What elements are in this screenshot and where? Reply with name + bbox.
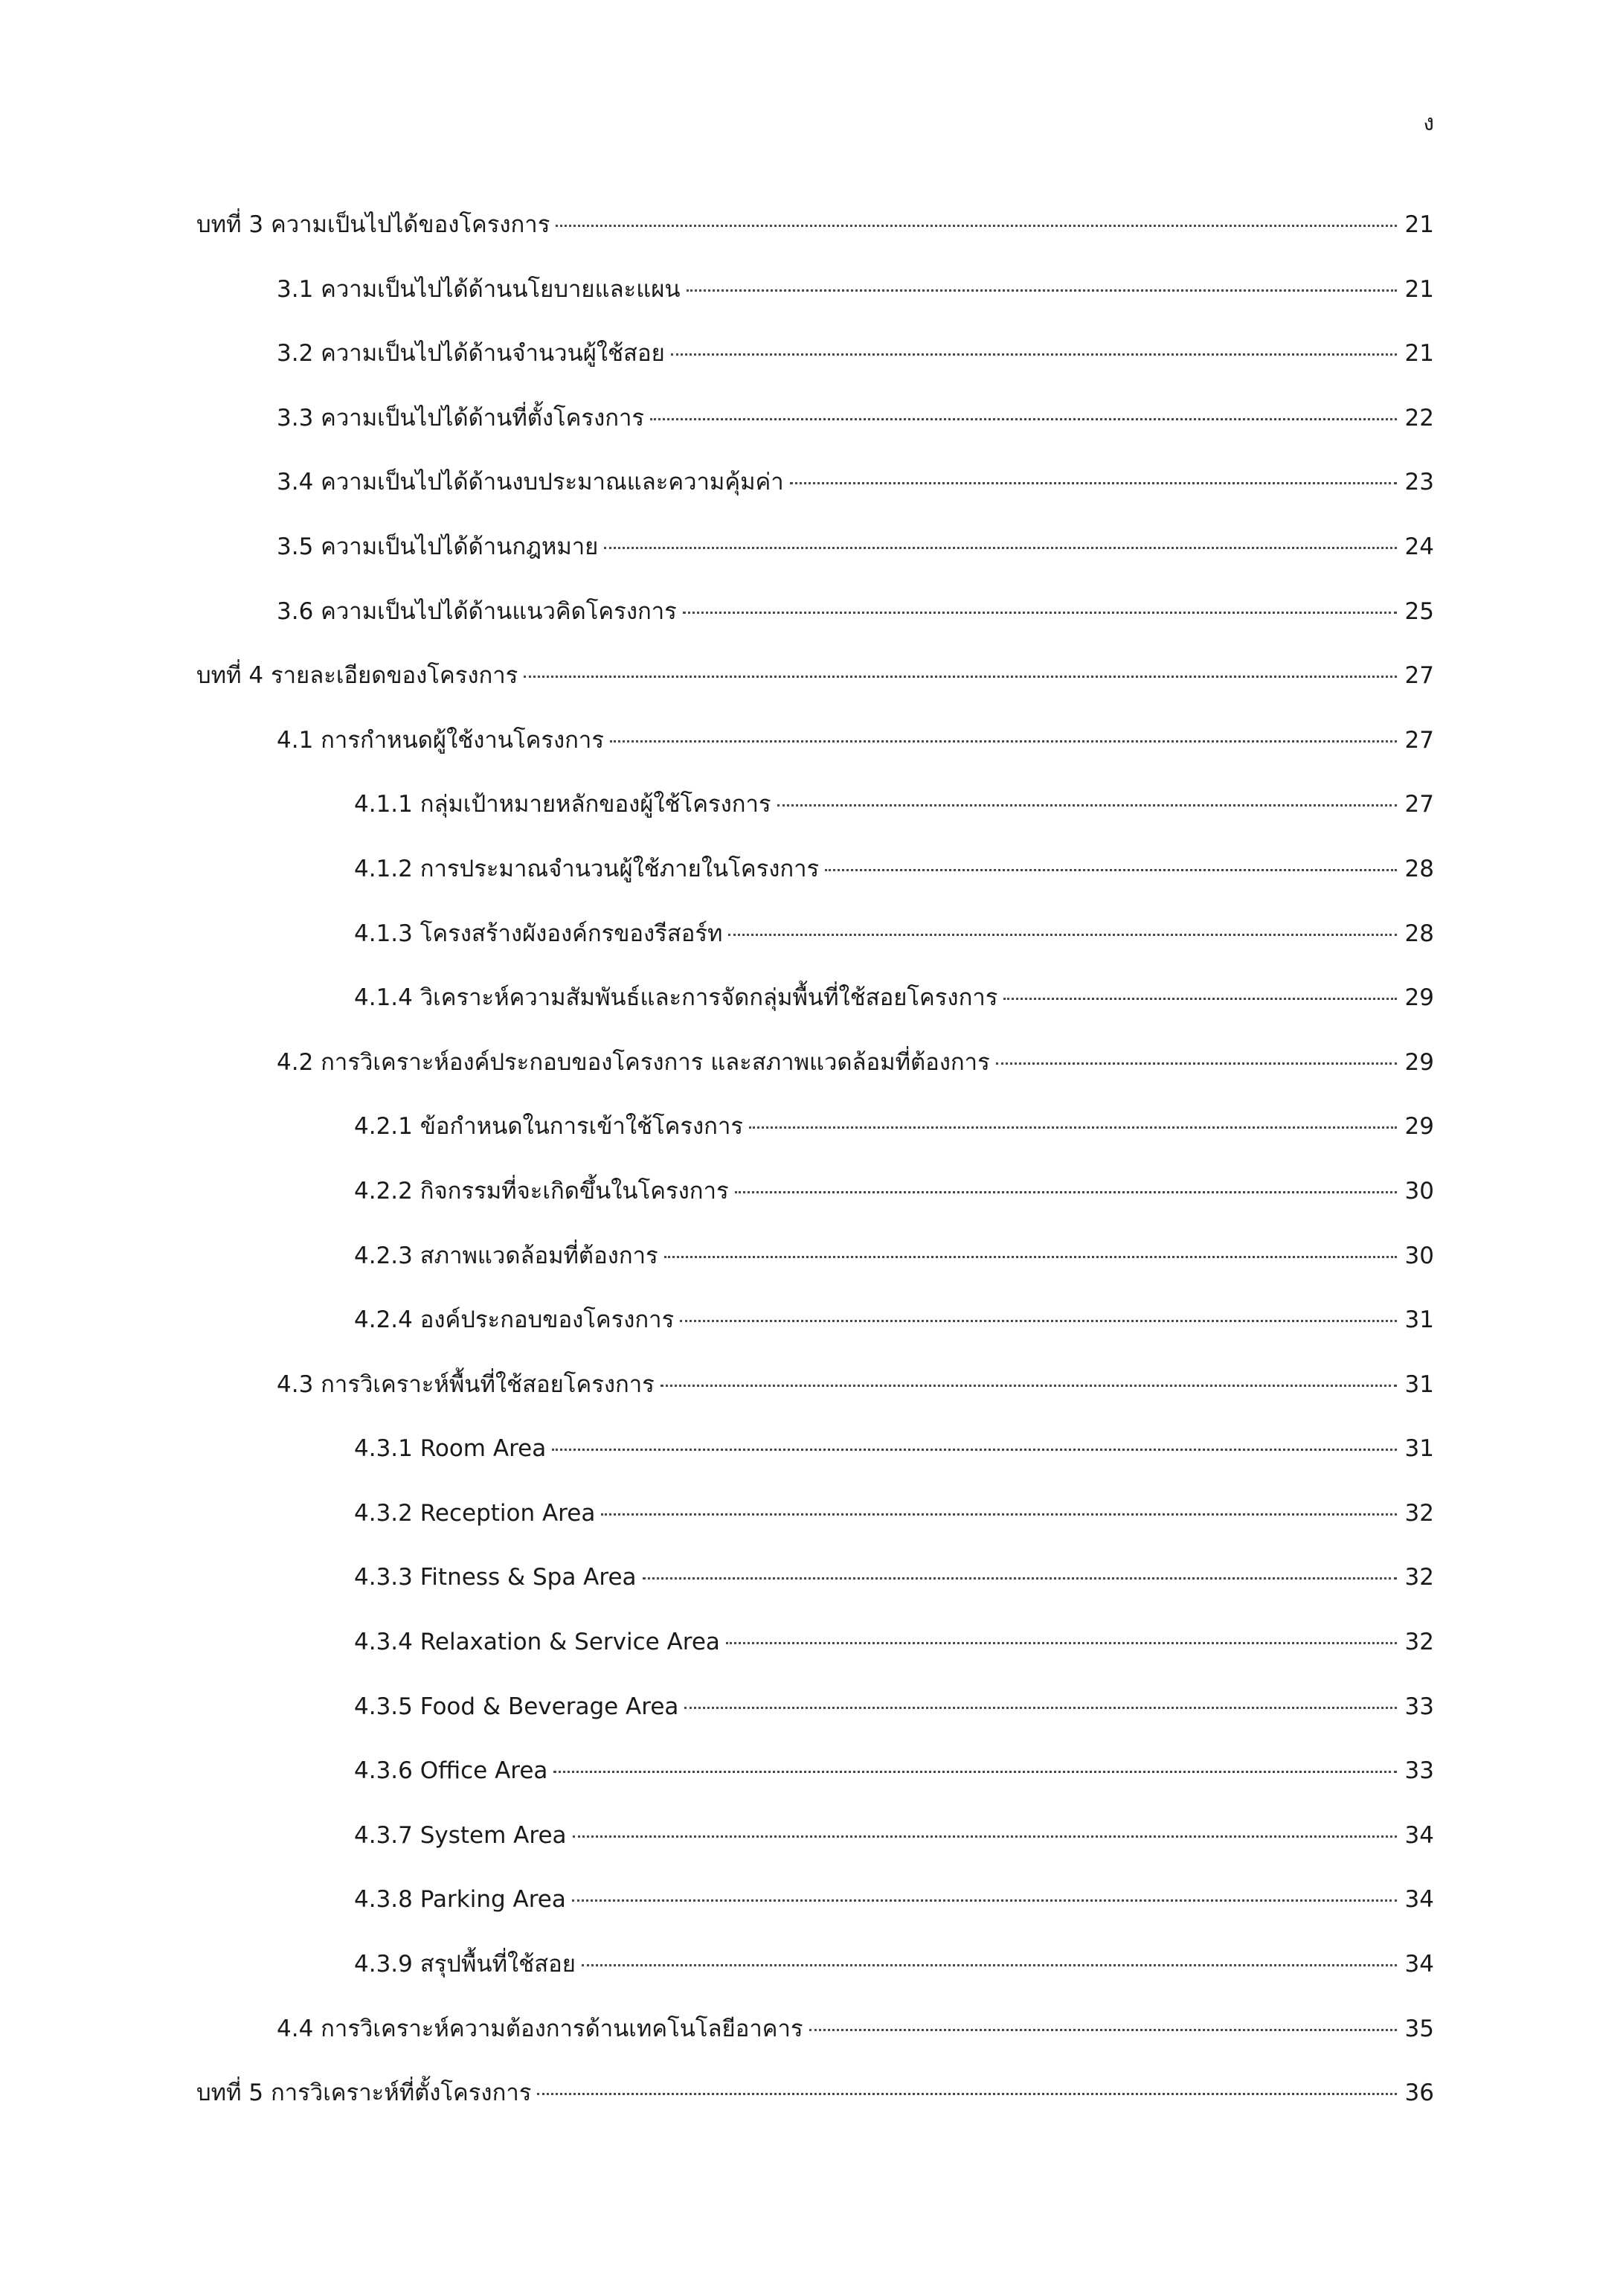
toc-entry[interactable] [0, 399, 1623, 464]
dot-leader [573, 1835, 1397, 1838]
toc-entry-title: 4.2 การวิเคราะห์องค์ประกอบของโครงการ และสภาพแวดล้อมที่ต้องการ [277, 1048, 990, 1076]
dot-leader [643, 1577, 1397, 1580]
toc-entry[interactable] [0, 592, 1623, 657]
toc-entry-title: 3.1 ความเป็นไปได้ด้านนโยบายและแผน [277, 275, 681, 303]
toc-entry-title: 4.2.3 สภาพแวดล้อมที่ต้องการ [354, 1242, 658, 1269]
dot-leader [728, 934, 1397, 936]
toc-entry[interactable] [0, 1237, 1623, 1301]
toc-entry-page-number: 33 [1404, 1757, 1434, 1785]
toc-entry-title: บทที่ 5 การวิเคราะห์ที่ตั้งโครงการ [196, 2079, 532, 2107]
toc-entry-title: 4.2.1 ข้อกำหนดในการเข้าใช้โครงการ [354, 1113, 744, 1141]
toc-entry[interactable] [0, 2010, 1623, 2074]
toc-entry[interactable] [0, 1107, 1623, 1172]
toc-entry-title: บทที่ 3 ความเป็นไปได้ของโครงการ [196, 211, 550, 238]
dot-leader [601, 1513, 1397, 1516]
table-of-contents [0, 205, 1623, 2138]
toc-entry-title: 3.5 ความเป็นไปได้ด้านกฎหมาย [277, 533, 599, 560]
toc-entry-title: 4.1.3 โครงสร้างผังองค์กรของรีสอร์ท [354, 920, 723, 947]
toc-entry-title: 4.1.1 กลุ่มเป้าหมายหลักของผู้ใช้โครงการ [354, 791, 771, 818]
toc-entry[interactable] [0, 527, 1623, 592]
toc-entry-title: 4.3.2 Reception Area [354, 1499, 596, 1527]
toc-entry-page-number: 21 [1404, 211, 1434, 238]
toc-entry-page-number: 30 [1404, 1177, 1434, 1205]
dot-leader [684, 1707, 1397, 1709]
toc-entry-page-number: 32 [1404, 1564, 1434, 1591]
toc-entry-page-number: 28 [1404, 855, 1434, 882]
toc-entry-title: 3.2 ความเป็นไปได้ด้านจำนวนผู้ใช้สอย [277, 340, 665, 368]
page-number: ง [1423, 110, 1434, 136]
toc-entry-page-number: 32 [1404, 1629, 1434, 1656]
toc-entry[interactable] [0, 2074, 1623, 2138]
toc-entry-title: 4.3.9 สรุปพื้นที่ใช้สอย [354, 1951, 576, 1978]
dot-leader [825, 869, 1397, 871]
toc-entry[interactable] [0, 1043, 1623, 1108]
dot-leader [790, 482, 1397, 484]
toc-entry-page-number: 30 [1404, 1242, 1434, 1269]
toc-entry[interactable] [0, 1945, 1623, 2010]
dot-leader [680, 1320, 1397, 1322]
toc-entry-page-number: 33 [1404, 1693, 1434, 1720]
toc-entry[interactable] [0, 1301, 1623, 1365]
toc-entry-page-number: 34 [1404, 1886, 1434, 1914]
toc-entry[interactable] [0, 656, 1623, 721]
toc-entry[interactable] [0, 1816, 1623, 1881]
toc-entry-page-number: 24 [1404, 533, 1434, 560]
toc-entry[interactable] [0, 850, 1623, 914]
dot-leader [610, 740, 1397, 743]
dot-leader [809, 2029, 1397, 2031]
toc-entry[interactable] [0, 1558, 1623, 1623]
toc-entry-page-number: 21 [1404, 340, 1434, 368]
toc-entry-page-number: 31 [1404, 1306, 1434, 1334]
toc-entry[interactable] [0, 721, 1623, 786]
dot-leader [604, 547, 1397, 549]
toc-entry[interactable] [0, 205, 1623, 270]
toc-entry[interactable] [0, 978, 1623, 1043]
toc-entry-title: บทที่ 4 รายละเอียดของโครงการ [196, 662, 518, 690]
dot-leader [671, 353, 1397, 356]
toc-entry-title: 3.4 ความเป็นไปได้ด้านงบประมาณและความคุ้มค่า [277, 469, 784, 496]
toc-entry-title: 4.3.8 Parking Area [354, 1886, 566, 1914]
dot-leader [749, 1126, 1397, 1129]
dot-leader [1003, 998, 1397, 1000]
toc-entry-title: 3.6 ความเป็นไปได้ด้านแนวคิดโครงการ [277, 597, 677, 625]
toc-entry-page-number: 29 [1404, 1048, 1434, 1076]
toc-entry-title: 4.3.7 System Area [354, 1821, 567, 1849]
toc-entry[interactable] [0, 463, 1623, 527]
toc-entry[interactable] [0, 1751, 1623, 1816]
toc-entry-title: 4.2.4 องค์ประกอบของโครงการ [354, 1306, 675, 1334]
toc-entry-page-number: 27 [1404, 726, 1434, 754]
dot-leader [582, 1964, 1397, 1966]
dot-leader [556, 225, 1397, 227]
toc-entry-page-number: 29 [1404, 1113, 1434, 1141]
toc-entry[interactable] [0, 334, 1623, 399]
toc-entry-title: 4.3.6 Office Area [354, 1757, 548, 1785]
toc-entry-title: 4.3.1 Room Area [354, 1435, 547, 1463]
toc-entry-page-number: 29 [1404, 984, 1434, 1012]
toc-entry-title: 4.1 การกำหนดผู้ใช้งานโครงการ [277, 726, 604, 754]
dot-leader [661, 1385, 1397, 1387]
toc-entry[interactable] [0, 1687, 1623, 1752]
toc-entry-title: 4.3.4 Relaxation & Service Area [354, 1629, 720, 1656]
dot-leader [726, 1642, 1397, 1644]
dot-leader [650, 418, 1397, 420]
dot-leader [777, 804, 1397, 807]
toc-entry-title: 4.4 การวิเคราะห์ความต้องการด้านเทคโนโลยีอาคาร [277, 2015, 803, 2042]
toc-entry[interactable] [0, 1623, 1623, 1687]
toc-entry-page-number: 23 [1404, 469, 1434, 496]
toc-entry[interactable] [0, 1365, 1623, 1430]
toc-entry-title: 4.1.2 การประมาณจำนวนผู้ใช้ภายในโครงการ [354, 855, 820, 882]
toc-entry-page-number: 34 [1404, 1821, 1434, 1849]
toc-entry-title: 4.3 การวิเคราะห์พื้นที่ใช้สอยโครงการ [277, 1370, 655, 1398]
toc-entry-page-number: 27 [1404, 662, 1434, 690]
dot-leader [572, 1899, 1397, 1902]
toc-entry[interactable] [0, 1494, 1623, 1559]
dot-leader [524, 676, 1397, 678]
toc-entry-title: 4.3.5 Food & Beverage Area [354, 1693, 679, 1720]
dot-leader [996, 1062, 1397, 1065]
toc-entry-title: 4.3.3 Fitness & Spa Area [354, 1564, 637, 1591]
toc-entry[interactable] [0, 1429, 1623, 1494]
toc-entry[interactable] [0, 1172, 1623, 1237]
toc-entry-page-number: 36 [1404, 2079, 1434, 2107]
dot-leader [687, 289, 1397, 292]
toc-entry-title: 4.1.4 วิเคราะห์ความสัมพันธ์และการจัดกลุ่มพื้นที่ใช้สอยโครงการ [354, 984, 998, 1012]
toc-entry-page-number: 31 [1404, 1370, 1434, 1398]
toc-entry-page-number: 27 [1404, 791, 1434, 818]
toc-entry[interactable] [0, 785, 1623, 850]
toc-entry-title: 3.3 ความเป็นไปได้ด้านที่ตั้งโครงการ [277, 404, 645, 432]
toc-entry-page-number: 34 [1404, 1951, 1434, 1978]
toc-entry[interactable] [0, 914, 1623, 979]
toc-entry-page-number: 28 [1404, 920, 1434, 947]
dot-leader [664, 1256, 1397, 1258]
toc-entry-title: 4.2.2 กิจกรรมที่จะเกิดขึ้นในโครงการ [354, 1177, 729, 1205]
toc-entry-page-number: 21 [1404, 275, 1434, 303]
dot-leader [537, 2093, 1397, 2095]
dot-leader [552, 1449, 1397, 1451]
toc-entry[interactable] [0, 1880, 1623, 1945]
toc-entry-page-number: 25 [1404, 597, 1434, 625]
dot-leader [735, 1191, 1397, 1193]
dot-leader [683, 612, 1397, 614]
toc-entry-page-number: 32 [1404, 1499, 1434, 1527]
toc-entry-page-number: 31 [1404, 1435, 1434, 1463]
toc-entry-page-number: 35 [1404, 2015, 1434, 2042]
toc-entry[interactable] [0, 270, 1623, 335]
dot-leader [553, 1771, 1397, 1773]
toc-entry-page-number: 22 [1404, 404, 1434, 432]
